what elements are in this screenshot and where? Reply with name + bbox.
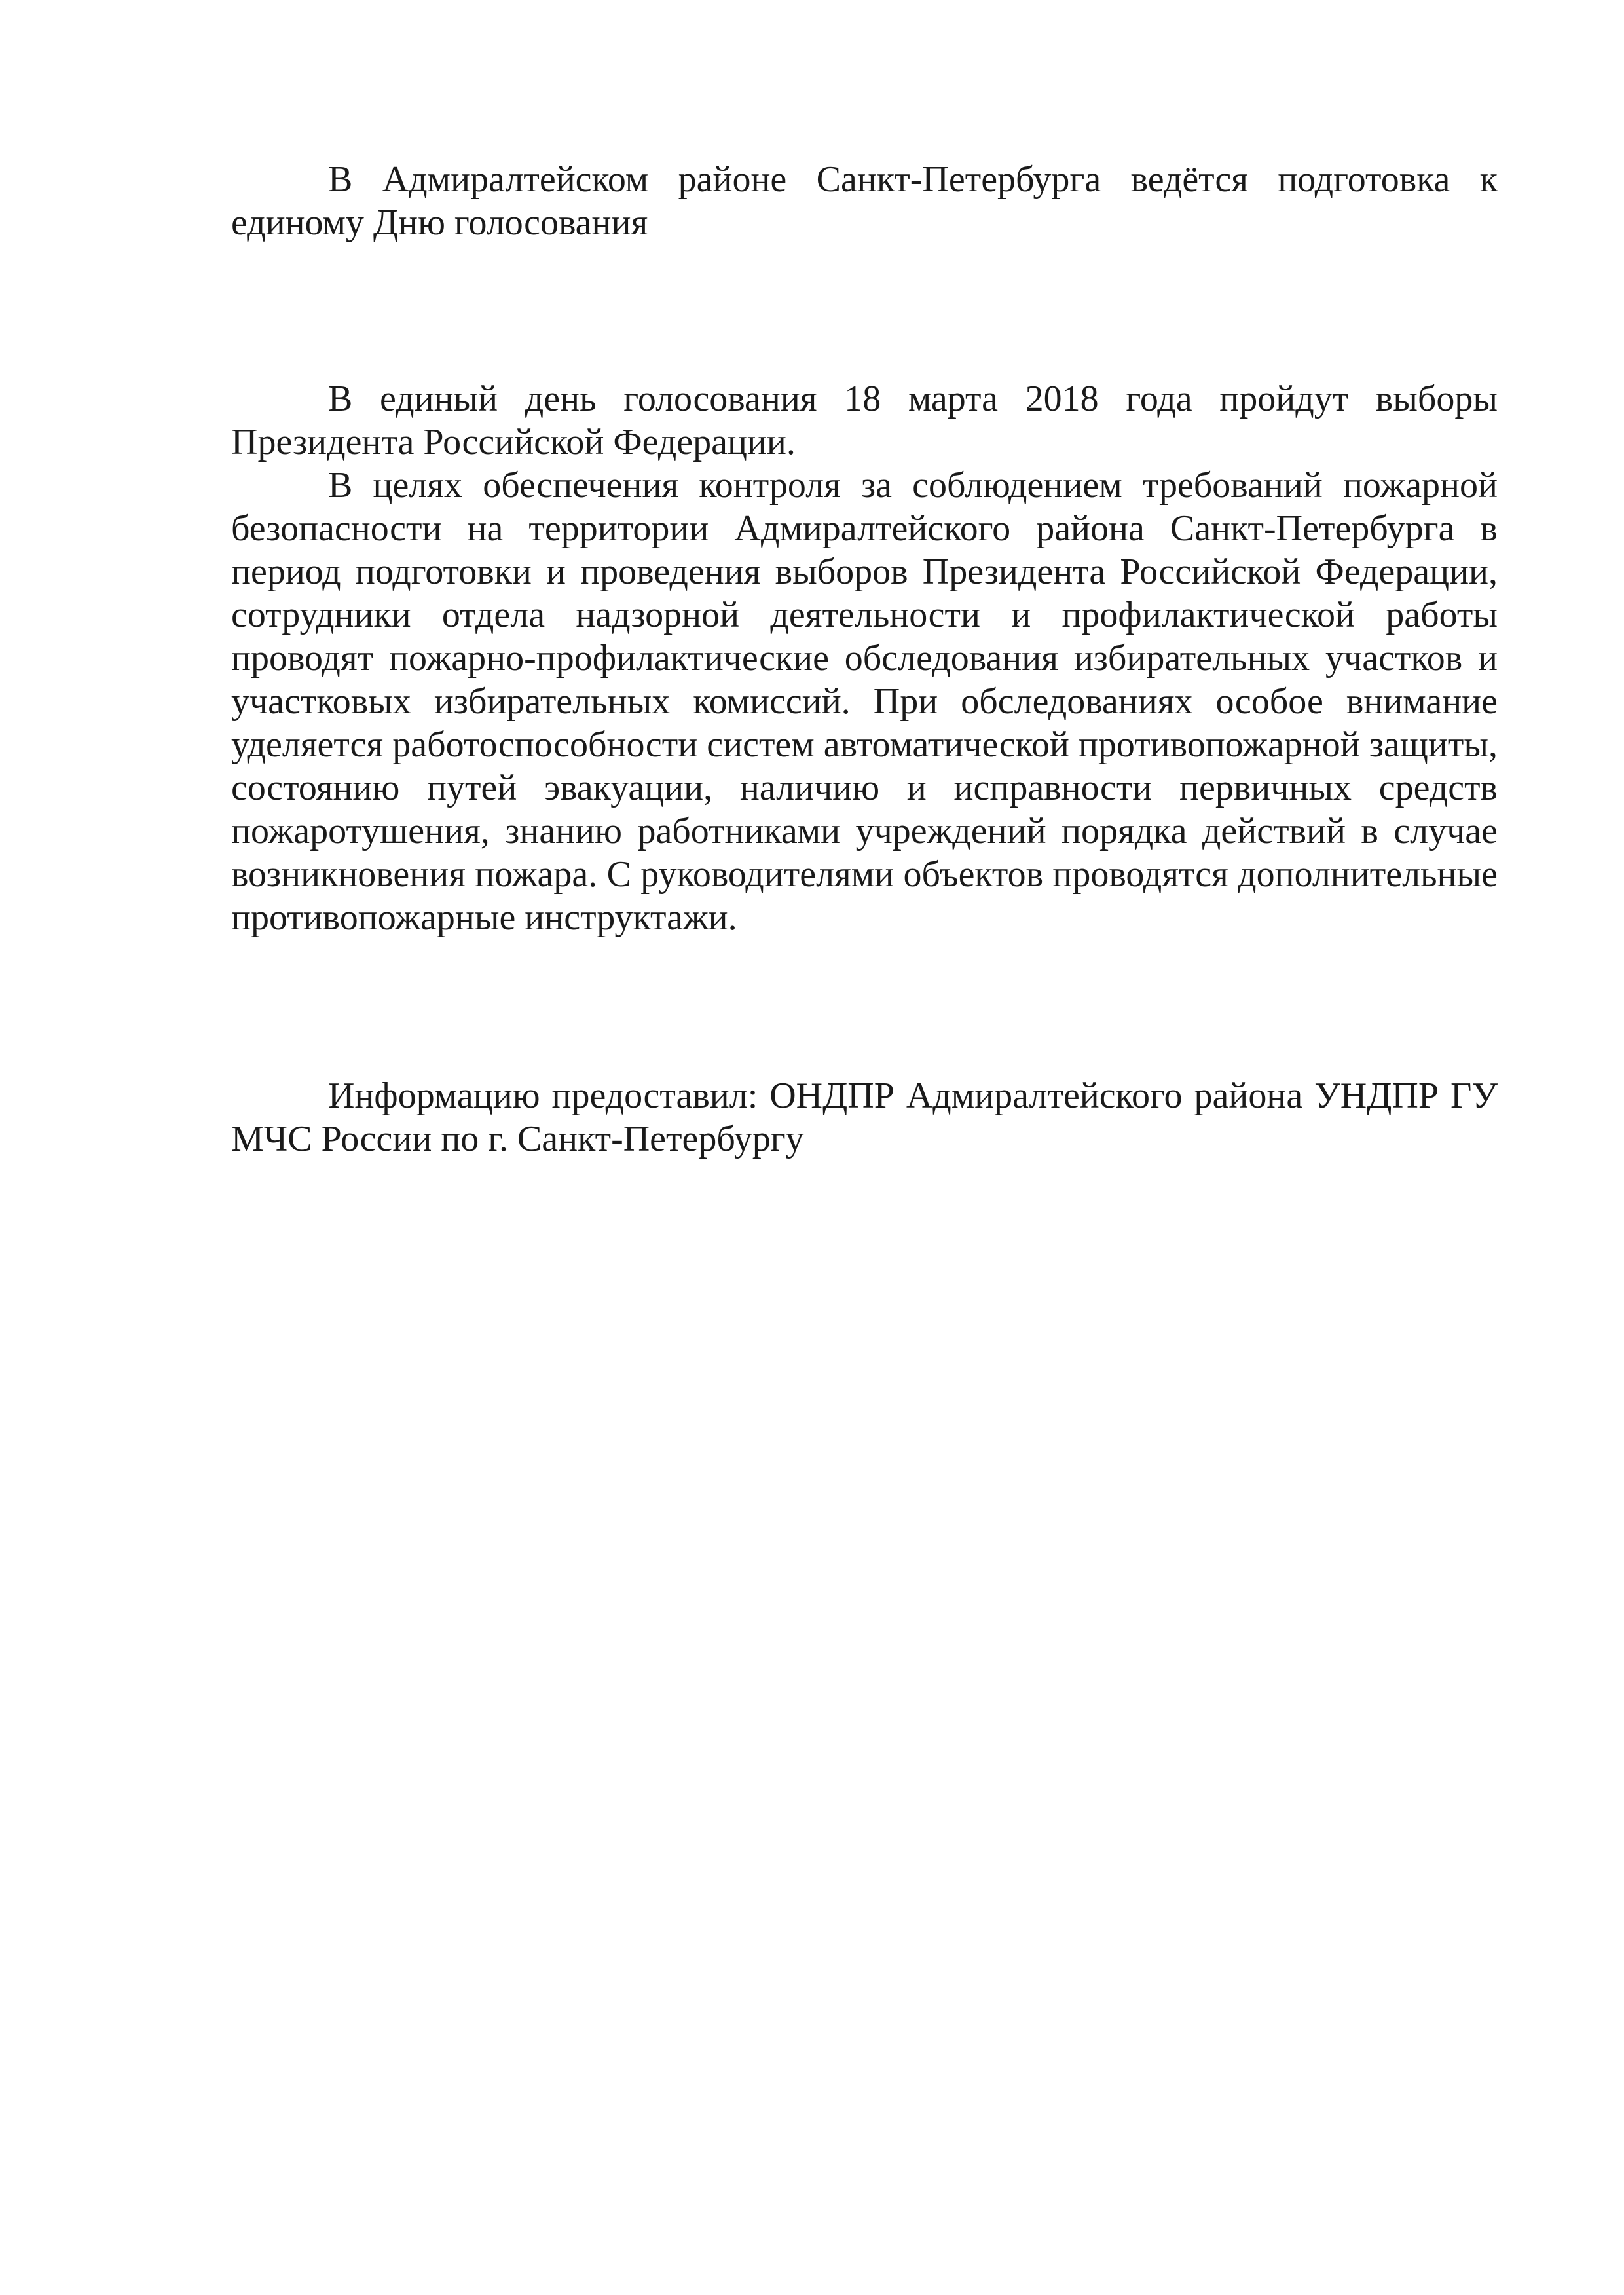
source-credit: Информацию предоставил: ОНДПР Адмиралтейского района УНДПР ГУ МЧС России по г. Санкт-Петербургу xyxy=(231,1075,1498,1159)
source-block xyxy=(231,1074,1498,1161)
body-text xyxy=(231,377,1498,939)
headline: В Адмиралтейском районе Санкт-Петербурга ведётся подготовка к единому Дню голосования xyxy=(231,159,1498,243)
body-paragraph: В единый день голосования 18 марта 2018 года пройдут выборы Президента Российской Федерации. xyxy=(231,379,1498,462)
headline-block xyxy=(231,158,1498,244)
body-paragraph: В целях обеспечения контроля за соблюдением требований пожарной безопасности на территории Адмиралтейского района Санкт-Петербурга в период подготовки и проведения выборов Президента Российской Федерации, сотрудники отдела надзорной деятельности и профилактической работы проводят пожарно-профилактические обследования избирательных участков и участковых избирательных комиссий. При обследованиях особое внимание уделяется работоспособности систем автоматической противопожарной защиты, состоянию путей эвакуации, наличию и исправности первичных средств пожаротушения, знанию работниками учреждений порядка действий в случае возникновения пожара. С руководителями объектов проводятся дополнительные противопожарные инструктажи. xyxy=(231,465,1498,938)
